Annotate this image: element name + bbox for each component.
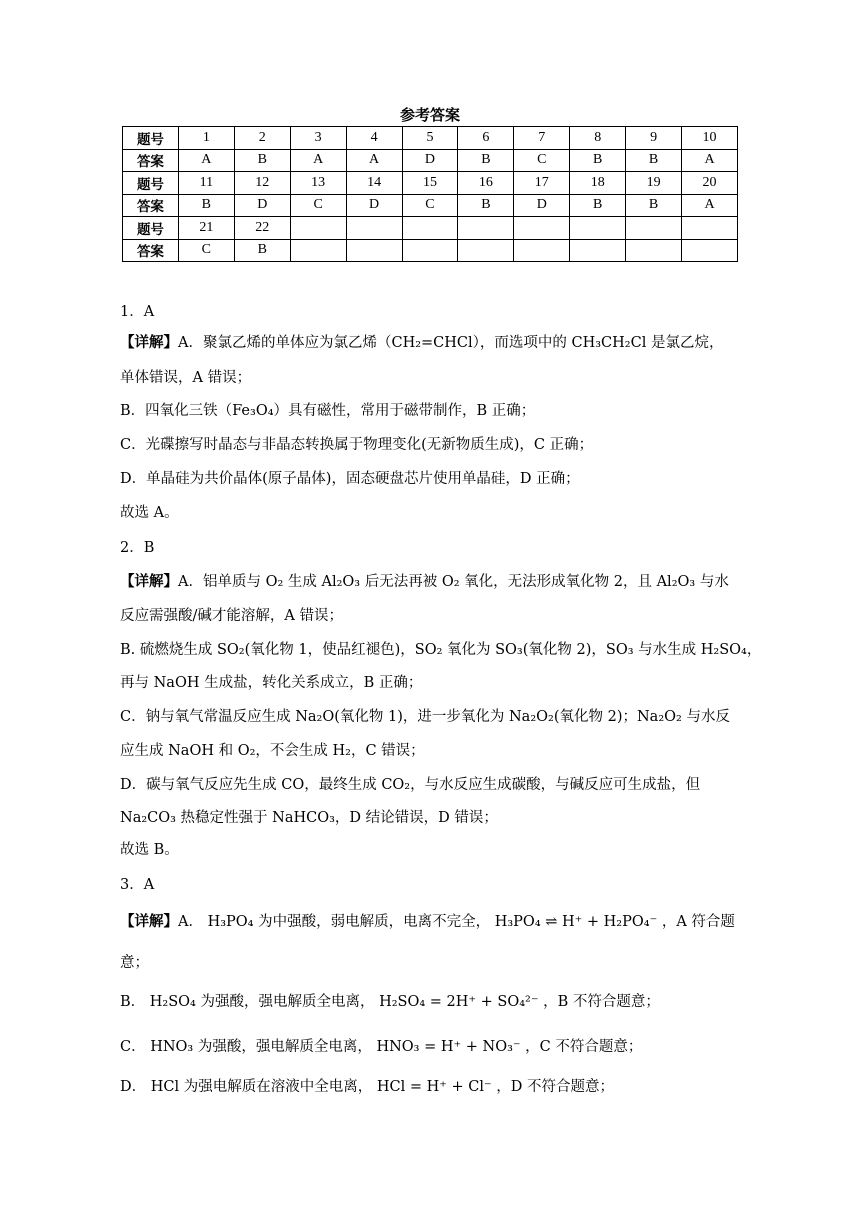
table-cell	[682, 239, 738, 262]
table-cell: 18	[570, 172, 626, 195]
table-cell: 22	[234, 217, 290, 240]
q2-detail-tag: 【详解】	[120, 573, 178, 590]
table-cell: B	[458, 194, 514, 217]
q3-option-c: C． HNO₃ 为强酸，强电解质全电离， HNO₃ = H⁺ + NO₃⁻ ，C 不符合题意；	[120, 1039, 643, 1055]
answer-table-row	[123, 127, 738, 150]
table-cell	[626, 239, 682, 262]
table-cell: B	[458, 149, 514, 172]
table-cell	[570, 217, 626, 240]
q1-detail-tag: 【详解】	[120, 334, 178, 351]
table-cell: B	[626, 149, 682, 172]
answer-table-row	[123, 194, 738, 217]
table-cell: 16	[458, 172, 514, 195]
q2-option-a-line1: 【详解】A．铝单质与 O₂ 生成 Al₂O₃ 后无法再被 O₂ 氧化，无法形成氧化物 2，且 Al₂O₃ 与水	[120, 573, 729, 590]
row-header-cell: 题号	[123, 127, 179, 150]
table-cell: 21	[178, 217, 234, 240]
answer-table-row	[123, 149, 738, 172]
table-cell: B	[626, 194, 682, 217]
table-cell: D	[402, 149, 458, 172]
table-cell: D	[514, 194, 570, 217]
table-cell: 17	[514, 172, 570, 195]
table-cell: 12	[234, 172, 290, 195]
table-cell	[346, 239, 402, 262]
table-cell: A	[682, 194, 738, 217]
q3-option-b: B． H₂SO₄ 为强酸，强电解质全电离， H₂SO₄ = 2H⁺ + SO₄²⁻ ，B 不符合题意；	[120, 994, 660, 1010]
q2-option-c-line1: C．钠与氧气常温反应生成 Na₂O(氧化物 1)，进一步氧化为 Na₂O₂(氧化物 2)；Na₂O₂ 与水反	[120, 709, 730, 725]
table-cell: 7	[514, 127, 570, 150]
table-cell: A	[682, 149, 738, 172]
answer-table-row	[123, 217, 738, 240]
q1-heading: 1．A	[120, 304, 155, 320]
table-cell: 8	[570, 127, 626, 150]
table-cell: C	[402, 194, 458, 217]
q2-option-d-line2: Na₂CO₃ 热稳定性强于 NaHCO₃，D 结论错误，D 错误；	[120, 810, 498, 826]
table-cell	[402, 217, 458, 240]
table-cell	[570, 239, 626, 262]
table-cell: 13	[290, 172, 346, 195]
q2-option-b-line2: 再与 NaOH 生成盐，转化关系成立，B 正确；	[120, 675, 423, 691]
row-header-cell: 答案	[123, 239, 179, 262]
q1-option-b: B．四氧化三铁（Fe₃O₄）具有磁性，常用于磁带制作，B 正确；	[120, 403, 536, 419]
table-cell: B	[570, 194, 626, 217]
q2-option-a-line2: 反应需强酸/碱才能溶解，A 错误；	[120, 608, 343, 624]
table-cell: C	[178, 239, 234, 262]
q2-heading: 2．B	[120, 540, 155, 556]
q3-heading: 3．A	[120, 877, 155, 893]
table-cell	[626, 217, 682, 240]
table-cell: 9	[626, 127, 682, 150]
table-cell	[682, 217, 738, 240]
table-cell: 14	[346, 172, 402, 195]
table-cell: A	[290, 149, 346, 172]
table-cell: A	[178, 149, 234, 172]
q1-option-a-line1: 【详解】A．聚氯乙烯的单体应为氯乙烯（CH₂=CHCl），而选项中的 CH₃CH₂Cl 是氯乙烷，	[120, 334, 724, 351]
row-header-cell: 答案	[123, 149, 179, 172]
table-cell	[290, 239, 346, 262]
table-cell	[458, 217, 514, 240]
row-header-cell: 题号	[123, 172, 179, 195]
answer-table	[122, 126, 738, 262]
table-cell	[514, 217, 570, 240]
q3-option-d: D． HCl 为强电解质在溶液中全电离， HCl = H⁺ + Cl⁻ ，D 不符合题意；	[120, 1079, 614, 1095]
table-cell	[514, 239, 570, 262]
table-cell: C	[290, 194, 346, 217]
q3-option-a-line1: 【详解】A． H₃PO₄ 为中强酸，弱电解质，电离不完全， H₃PO₄ ⇌ H⁺ + H₂PO₄⁻ ，A 符合题	[120, 913, 735, 930]
table-cell	[402, 239, 458, 262]
table-cell: B	[570, 149, 626, 172]
answer-table-row	[123, 239, 738, 262]
table-cell: 5	[402, 127, 458, 150]
q3-detail-tag: 【详解】	[120, 913, 178, 930]
table-cell: 10	[682, 127, 738, 150]
q2-conclusion: 故选 B。	[120, 842, 179, 858]
table-cell	[346, 217, 402, 240]
table-cell: C	[514, 149, 570, 172]
table-cell: 2	[234, 127, 290, 150]
q2-option-d-line1: D．碳与氧气反应先生成 CO，最终生成 CO₂，与水反应生成碳酸，与碱反应可生成盐，但	[120, 777, 701, 793]
table-cell: A	[346, 149, 402, 172]
table-cell: B	[234, 149, 290, 172]
table-cell: 6	[458, 127, 514, 150]
table-cell: B	[234, 239, 290, 262]
q1-option-a-line2: 单体错误，A 错误；	[120, 370, 252, 386]
table-cell: 19	[626, 172, 682, 195]
q2-option-c-line2: 应生成 NaOH 和 O₂，不会生成 H₂，C 错误；	[120, 743, 425, 759]
table-cell	[290, 217, 346, 240]
row-header-cell: 答案	[123, 194, 179, 217]
q3-option-a-line2: 意；	[120, 955, 149, 971]
q1-option-c: C．光碟擦写时晶态与非晶态转换属于物理变化(无新物质生成)，C 正确；	[120, 437, 594, 453]
table-cell: B	[178, 194, 234, 217]
q2-option-b-line1: B. 硫燃烧生成 SO₂(氧化物 1，使品红褪色)，SO₂ 氧化为 SO₃(氧化物 2)，SO₃ 与水生成 H₂SO₄，	[120, 642, 762, 658]
table-cell: D	[234, 194, 290, 217]
answer-table-row	[123, 172, 738, 195]
table-cell: 20	[682, 172, 738, 195]
table-cell: 11	[178, 172, 234, 195]
table-cell: 3	[290, 127, 346, 150]
table-cell: 4	[346, 127, 402, 150]
q1-option-d: D．单晶硅为共价晶体(原子晶体)，固态硬盘芯片使用单晶硅，D 正确；	[120, 471, 580, 487]
answer-key-title: 参考答案	[399, 106, 460, 124]
row-header-cell: 题号	[123, 217, 179, 240]
table-cell: 15	[402, 172, 458, 195]
q1-conclusion: 故选 A。	[120, 505, 179, 521]
table-cell: 1	[178, 127, 234, 150]
table-cell: D	[346, 194, 402, 217]
table-cell	[458, 239, 514, 262]
